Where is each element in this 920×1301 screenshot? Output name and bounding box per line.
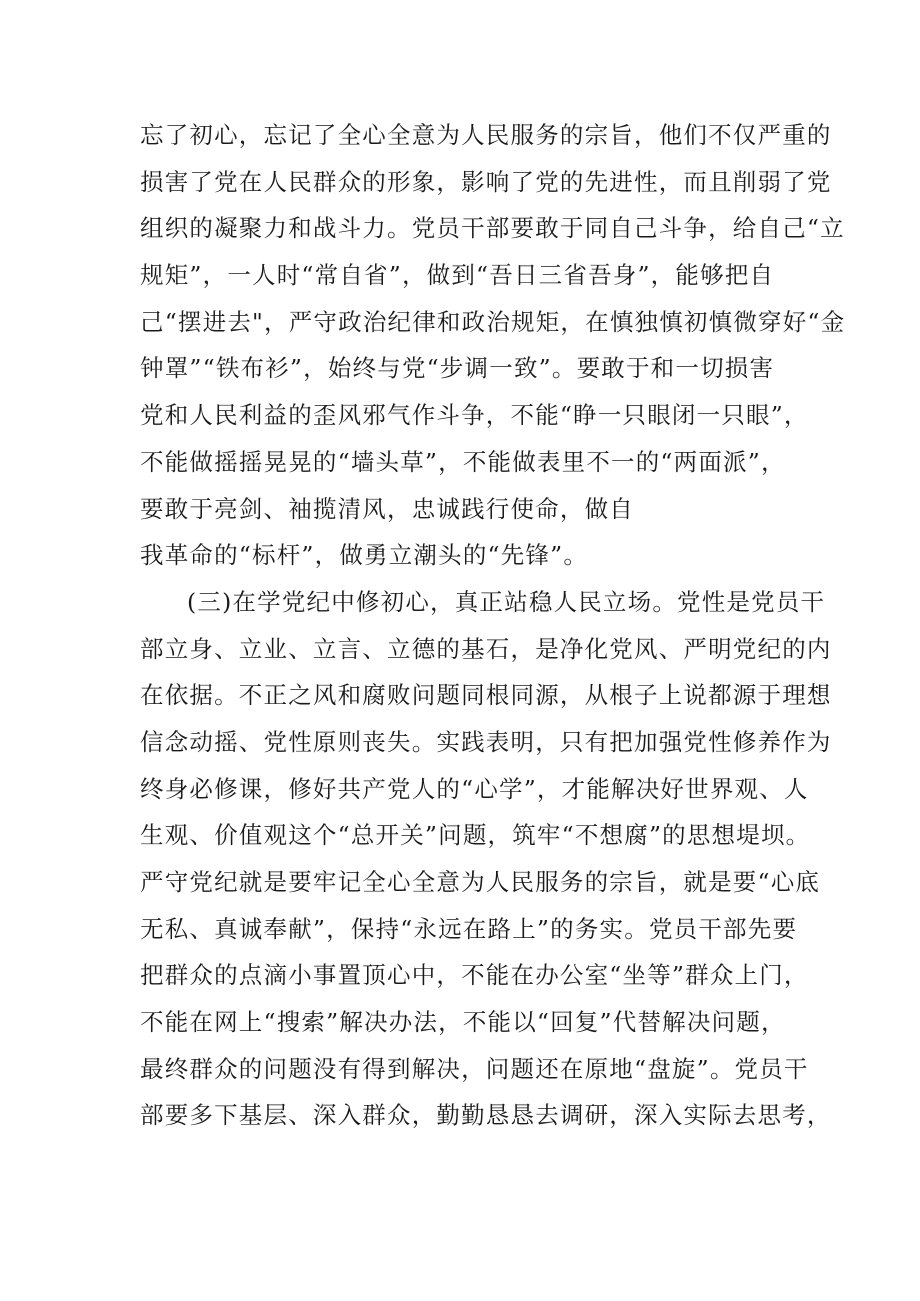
- text-line: 己“摆进去"，严守政治纪律和政治规矩，在慎独慎初慎微穿好“金: [140, 307, 846, 336]
- text-line: 在依据。不正之风和腐败问题同根同源，从根子上说都源于理想: [140, 681, 832, 710]
- text-line: 损害了党在人民群众的形象，影响了党的先进性，而且削弱了党: [140, 167, 832, 196]
- text-line: 终身必修课，修好共产党人的“心学”，才能解决好世界观、人: [140, 774, 809, 803]
- text-line: 部立身、立业、立言、立德的基石，是净化党风、严明党纪的内: [140, 634, 832, 663]
- body-text: [140, 112, 846, 1139]
- section-heading-line: (三)在学党纪中修初心，真正站稳人民立场。党性是党员干: [187, 587, 826, 616]
- text-line: 钟罩”“铁布衫”，始终与党“步调一致”。要敢于和一切损害: [140, 354, 775, 383]
- text-line: 信念动摇、党性原则丧失。实践表明，只有把加强党性修养作为: [140, 727, 832, 756]
- text-line: 无私、真诚奉献”，保持“永远在路上”的务实。党员干部先要: [140, 914, 798, 943]
- text-line: 忘了初心，忘记了全心全意为人民服务的宗旨，他们不仅严重的: [140, 121, 832, 149]
- text-line: 组织的凝聚力和战斗力。党员干部要敢于同自己斗争，给自己“立: [140, 214, 845, 243]
- text-line: 不能在网上“搜索”解决办法，不能以“回复”代替解决问题，: [140, 1008, 786, 1037]
- text-line: 严守党纪就是要牢记全心全意为人民服务的宗旨，就是要“心底: [140, 868, 821, 896]
- text-line: 党和人民利益的歪风邪气作斗争，不能“睁一只眼闭一只眼”，: [140, 401, 809, 430]
- text-line: 我革命的“标杆”，做勇立潮头的“先锋”。: [140, 541, 589, 570]
- text-line: 最终群众的问题没有得到解决，问题还在原地“盘旋”。党员干: [140, 1054, 809, 1083]
- text-line: 把群众的点滴小事置顶心中，不能在办公室“坐等”群众上门，: [140, 961, 809, 990]
- text-line: 部要多下基层、深入群众，勤勤恳恳去调研，深入实际去思考，: [140, 1101, 832, 1130]
- text-line: 规矩”，一人时“常自省”，做到“吾日三省吾身”，能够把自: [140, 261, 775, 290]
- text-line: 生观、价值观这个“总开关”问题，筑牢“不想腐”的思想堤坝。: [140, 821, 811, 850]
- text-line: 不能做摇摇晃晃的“墙头草”，不能做表里不一的“两面派”，: [140, 447, 786, 476]
- text-line: 要敢于亮剑、袖揽清风，忠诚践行使命，做自: [140, 494, 634, 523]
